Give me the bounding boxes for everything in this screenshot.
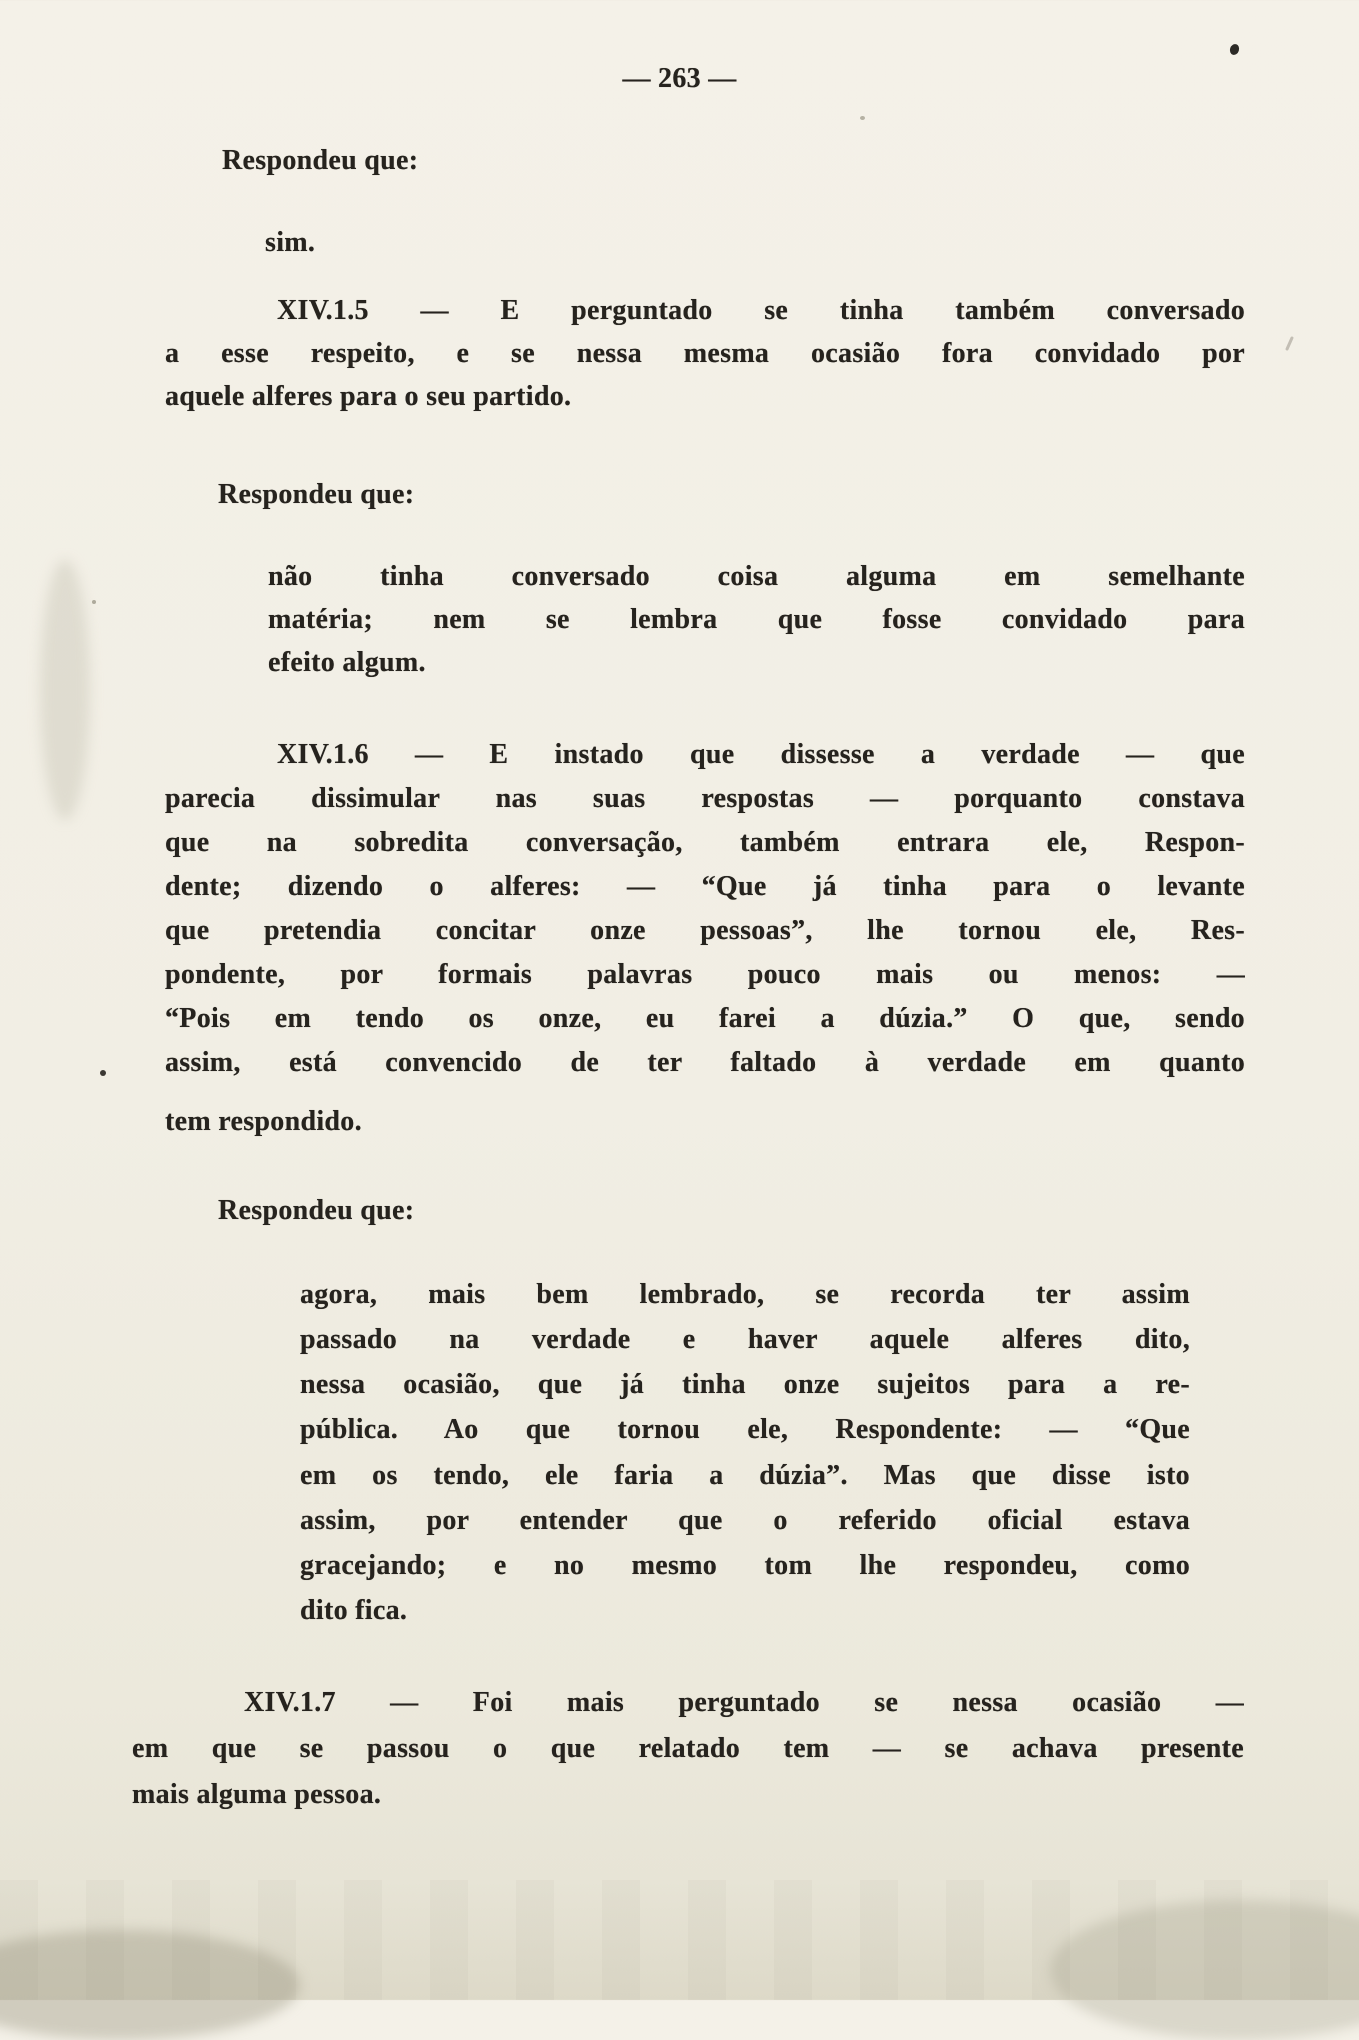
paragraph-xiv-1-6-line-8: assim, está convencido de ter faltado à verdade em quanto xyxy=(165,1047,1245,1078)
paragraph-xiv-1-7-line-1: XIV.1.7 — Foi mais perguntado se nessa ocasião — xyxy=(244,1687,1244,1718)
paragraph-xiv-1-6-line-4: dente; dizendo o alferes: — “Que já tinha para o levante xyxy=(165,871,1245,902)
respondeu-label-3: Respondeu que: xyxy=(218,1195,415,1226)
paragraph-xiv-1-6-line-3: que na sobredita conversação, também entrara ele, Respon- xyxy=(165,827,1245,858)
ink-speck xyxy=(1229,43,1241,56)
paragraph-xiv-1-6-line-7: “Pois em tendo os onze, eu farei a dúzia.” O que, sendo xyxy=(165,1003,1245,1034)
scratch-mark xyxy=(1285,336,1294,351)
corner-smudge xyxy=(0,1930,300,2040)
answer-block-2-line-3: nessa ocasião, que já tinha onze sujeitos para a re- xyxy=(300,1369,1190,1400)
paper-texture xyxy=(0,1880,1359,2000)
answer-block-2-line-1: agora, mais bem lembrado, se recorda ter assim xyxy=(300,1279,1190,1310)
paragraph-xiv-1-5-line-2: a esse respeito, e se nessa mesma ocasião fora convidado por xyxy=(165,338,1245,369)
answer-block-2-line-6: assim, por entender que o referido oficial estava xyxy=(300,1505,1190,1536)
answer-block-2-line-4: pública. Ao que tornou ele, Respondente: — “Que xyxy=(300,1414,1190,1445)
edge-smudge xyxy=(40,560,90,820)
answer-block-2-line-5: em os tendo, ele faria a dúzia”. Mas que disse isto xyxy=(300,1460,1190,1491)
respondeu-label-1: Respondeu que: xyxy=(222,145,419,176)
answer-block-1-line-3: efeito algum. xyxy=(268,647,426,678)
answer-block-2-line-8: dito fica. xyxy=(300,1595,408,1626)
paragraph-xiv-1-7-line-2: em que se passou o que relatado tem — se achava presente xyxy=(132,1733,1244,1764)
paragraph-xiv-1-7-line-3: mais alguma pessoa. xyxy=(132,1779,382,1810)
faint-dot xyxy=(92,600,96,604)
respondeu-label-2: Respondeu que: xyxy=(218,479,415,510)
paragraph-xiv-1-6-line-1: XIV.1.6 — E instado que dissesse a verdade — que xyxy=(277,739,1245,770)
paragraph-xiv-1-6-line-5: que pretendia concitar onze pessoas”, lhe tornou ele, Res- xyxy=(165,915,1245,946)
paragraph-xiv-1-6-line-6: pondente, por formais palavras pouco mais ou menos: — xyxy=(165,959,1245,990)
corner-smudge-right xyxy=(1050,1900,1359,2040)
answer-block-1-line-2: matéria; nem se lembra que fosse convidado para xyxy=(268,604,1245,635)
ink-dot xyxy=(100,1070,106,1076)
answer-block-1-line-1: não tinha conversado coisa alguma em semelhante xyxy=(268,561,1245,592)
paragraph-xiv-1-5-line-1: XIV.1.5 — E perguntado se tinha também conversado xyxy=(277,295,1245,326)
paragraph-xiv-1-5-line-3: aquele alferes para o seu partido. xyxy=(165,381,572,412)
paragraph-xiv-1-6-line-2: parecia dissimular nas suas respostas — porquanto constava xyxy=(165,783,1245,814)
page-number: — 263 — xyxy=(622,63,737,94)
answer-block-2-line-7: gracejando; e no mesmo tom lhe respondeu, como xyxy=(300,1550,1190,1581)
answer-block-2-line-2: passado na verdade e haver aquele alferes dito, xyxy=(300,1324,1190,1355)
paragraph-xiv-1-6-line-9: tem respondido. xyxy=(165,1106,362,1137)
answer-sim: sim. xyxy=(265,227,316,258)
faint-speck xyxy=(860,116,865,120)
